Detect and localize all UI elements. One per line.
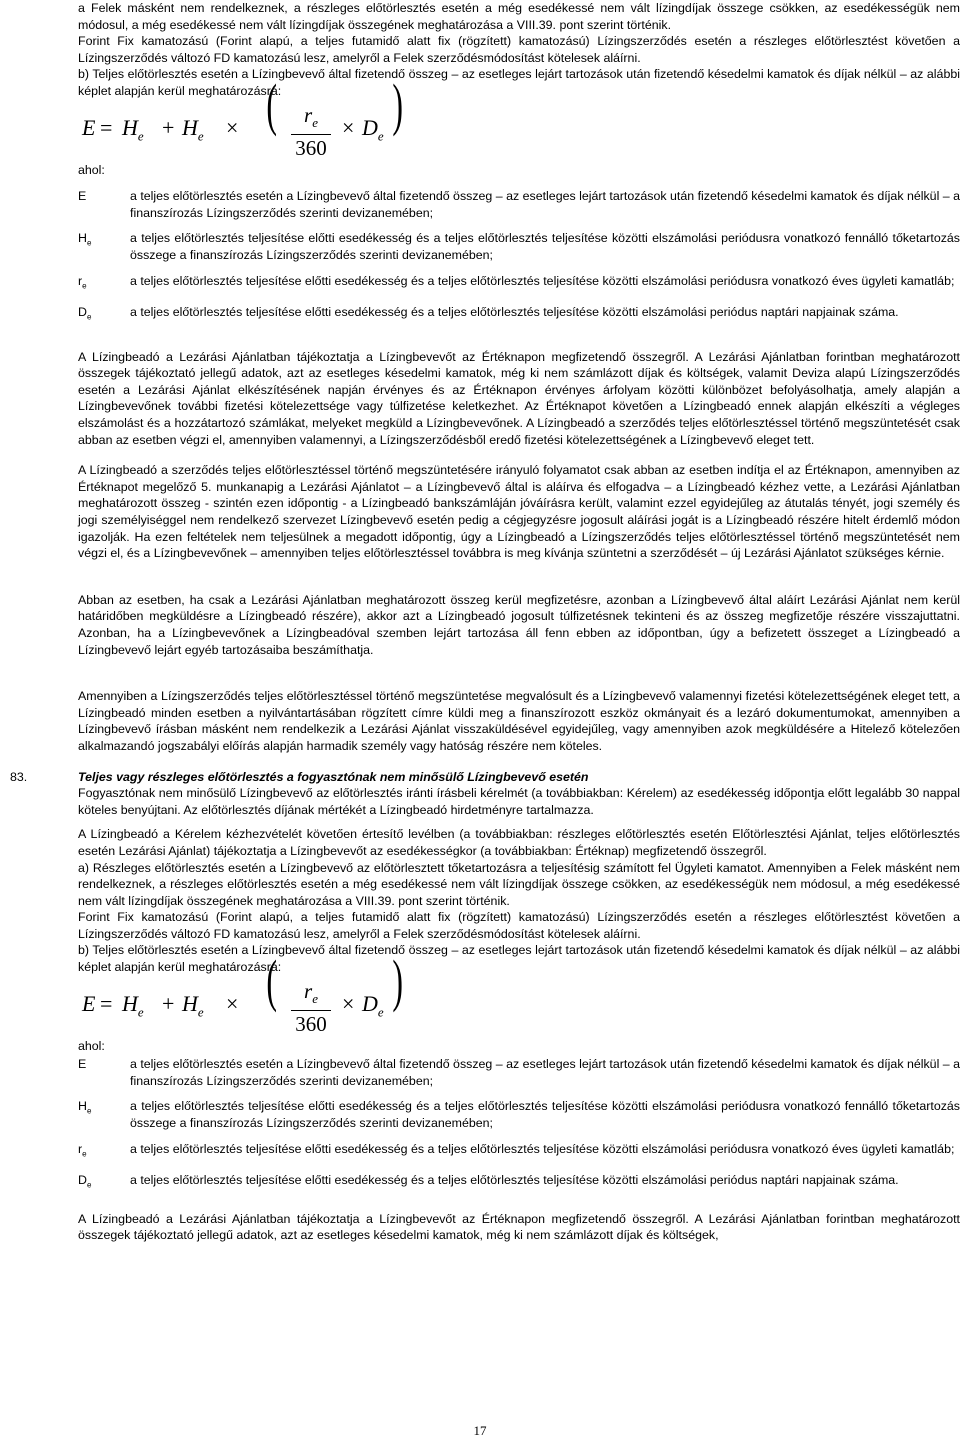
definition-de: $D_e$ a teljes előtörlesztés teljesítése előtti esedékesség és a teljes előtörlesztés teljesítése közötti elszámolási periódus naptári napjainak száma. bbox=[78, 1172, 899, 1190]
paragraph-b: b) Teljes előtörlesztés esetén a Lízingbevevő által fizetendő összeg – az esetleges lejárt tartozások után fizetendő késedelmi kamatok és díjak nélkül – az alábbi képlet alapján kerül meghatározásra: bbox=[78, 67, 960, 98]
formula-times-1: × bbox=[226, 114, 239, 140]
paragraph-lezarasi-ajanlat: A Lízingbeadó a Lezárási Ajánlatban tájékoztatja a Lízingbevevőt az Értéknapon megfizetendő összegről. A Lezárási Ajánlatban forintban meghatározott összegek tájékoztató jellegű adatok, azt az esetleges késedelmi kamatok, még ki nem számlázott díjak és költségek, valamit Deviza alapú Lízingszerződés esetén a Lezárási Ajánlat elkészítésének napján érvényes és az Értéknapon érvényes árfolyam közötti különbözet befolyásolhatja, amely alapján a Lízingbevevőnek további fizetési kötelezettsége vagy túlfizetése keletkezhet. Az Értéknapot követően a Lízingbeadó ennek alapján elkészíti a végleges elszámolást és a hozzátartozó számlákat, melyeket megküld a Lízingbevevőnek. A Lízingbeadó a szerződés teljes előtörlesztéssel történő megszüntetését csak abban az esetben végzi el, amennyiben valamennyi, a Lízingszerződésből eredő fizetési kötelezettségének a Lízingbevevő eleget tett. bbox=[78, 349, 960, 447]
formula-equals: = bbox=[100, 114, 113, 140]
definition-re: $r_e$ a teljes előtörlesztés teljesítése előtti esedékesség és a teljes előtörlesztés teljesítése közötti elszámolási periódusra vonatkozó éves ügyleti kamatláb; bbox=[78, 1141, 955, 1159]
definitions-list bbox=[78, 188, 960, 326]
definition-e: E a teljes előtörlesztés esetén a Lízingbevevő által fizetendő összeg – az esetleges lejárt tartozások után fizetendő késedelmi kamatok és díjak nélkül – a finanszírozás Lízingszerződés szerinti devizanemében; bbox=[78, 189, 960, 220]
formula-right-paren: ) bbox=[392, 947, 403, 1013]
formula-h1: $H_e$ bbox=[122, 990, 144, 1020]
formula-fraction bbox=[291, 980, 331, 1037]
formula-d: $D_e$ bbox=[362, 990, 384, 1020]
formula-times-2: × bbox=[342, 990, 355, 1016]
ahol-label: ahol: bbox=[78, 162, 105, 177]
paragraph-abban-az-esetben: Abban az esetben, ha csak a Lezárási Ajánlatban meghatározott összeg kerül megfizetésre, azonban a Lízingbevevő által aláírt Lezárási Ajánlat nem kerül határidőben megküldésre a Lízingbeadó részére), akkor azt a Lízingbeadó jogosult túlfizetésnek tekinteni és az összeg megfizetője részére visszajuttatni. Azonban, ha a Lízingbevevőnek a Lízingbeadóval szemben lejárt tartozása áll fenn ebben az időpontban, úgy a befizetett összeget a Lízingbeadó a Lízingbevevő lejárt egyéb tartozásaiba beszámíthatja. bbox=[78, 592, 960, 657]
section-83-paragraph-last: A Lízingbeadó a Lezárási Ajánlatban tájékoztatja a Lízingbevevőt az Értéknapon megfizetendő összegről. A Lezárási Ajánlatban forintban meghatározott összegek tájékoztató jellegű adatok, azt az esetleges késedelmi kamatok, még ki nem számlázott díjak és költségek, bbox=[78, 1211, 960, 1243]
paragraph-a-continuation: a Felek másként nem rendelkeznek, a részleges előtörlesztés esetén a még esedékessé nem vált lízingdíjak összege csökken, az esedékességük nem módosul, a még esedékessé nem vált lízingdíjak összegének meghatározása a VIII.39. pont szerint történik. bbox=[78, 1, 960, 32]
formula-equals: = bbox=[100, 990, 113, 1016]
formula-denominator: 360 bbox=[291, 134, 331, 161]
paragraph-forint-fix: Forint Fix kamatozású (Forint alapú, a teljes futamidő alatt fix (rögzített) kamatozású) Lízingszerződés esetén a részleges előtörlesztést követően a Lízingszerződés változó FD kamatozású lesz, amelyről a Felek szerződésmódosítást kötelesek aláírni. bbox=[78, 34, 960, 65]
section-83-paragraph-2: A Lízingbeadó a Kérelem kézhezvételét követően értesítő levélben (a továbbiakban: részleges előtörlesztés esetén Előtörlesztési Ajánlat, teljes előtörlesztés esetén Lezárási Ajánlat) tájékoztatja a Lízingbevevőt az esedékességkor (a továbbiakban: Értéknap) megfizetendő összegről. bbox=[78, 827, 960, 858]
formula-h2: $H_e$ bbox=[182, 114, 204, 143]
formula-plus: + bbox=[162, 114, 175, 140]
paragraph-amennyiben: Amennyiben a Lízingszerződés teljes előtörlesztéssel történő megszüntetése megvalósult és a Lízingbevevő valamennyi fizetési kötelezettségének eleget tett, a Lízingbeadó minden esetben a nyilvántartásában rögzített címre küldi meg a finanszírozott eszköz okmányait és a lezáró dokumentumokat, amennyiben a Lízingbevevő írásban másként nem rendelkezik a Lezárási Ajánlat visszaküldésével egyidejűleg, vagy amennyiben azok megküldésére a Hitelező kötelezően alkalmazandó jogszabályi előírás alapján harmadik személy vagy hatóság részére nem köteles. bbox=[78, 689, 960, 753]
formula-numerator: $r_e$ bbox=[304, 102, 318, 130]
formula-denominator: 360 bbox=[291, 1010, 331, 1037]
definitions-list-2 bbox=[78, 1056, 960, 1194]
formula-h2: $H_e$ bbox=[182, 990, 204, 1020]
formula-plus: + bbox=[162, 990, 175, 1016]
formula-numerator: $r_e$ bbox=[304, 978, 318, 1006]
definition-e: E a teljes előtörlesztés esetén a Lízingbevevő által fizetendő összeg – az esetleges lejárt tartozások után fizetendő késedelmi kamatok és díjak nélkül – a finanszírozás Lízingszerződés szerinti devizanemében; bbox=[78, 1057, 960, 1088]
formula-lhs: E bbox=[82, 990, 96, 1016]
formula-left-paren: ( bbox=[266, 71, 277, 137]
ahol-label-2: ahol: bbox=[78, 1038, 105, 1053]
section-83-paragraph-1: Fogyasztónak nem minősülő Lízingbevevő az előtörlesztés iránti írásbeli kérelmét (a továbbiakban: Kérelem) az esedékesség időpontja előtt legalább 30 nappal köteles benyújtani. Az előtörlesztés díjának mértékét a Lízingbeadó hirdetményre tartalmazza. bbox=[78, 786, 960, 817]
section-83-paragraph-a: a) Részleges előtörlesztés esetén a Lízingbevevő az előtörlesztett tőketartozásra a teljesítésig számított fel Ügyleti kamatot. Amennyiben a Felek másként nem rendelkeznek, a részleges előtörlesztés esetén a még esedékessé nem vált lízingdíjak összege csökken, az esedékességük nem módosul, a még esedékessé nem vált lízingdíjak összegének meghatározása a VIII.39. pont szerint történik. bbox=[78, 860, 960, 908]
section-83-heading bbox=[10, 769, 960, 786]
formula-h1: $H_e$ bbox=[122, 114, 144, 143]
formula-times-1: × bbox=[226, 990, 239, 1016]
definition-he: $H_e$ a teljes előtörlesztés teljesítése előtti esedékesség és a teljes előtörlesztés teljesítése közötti elszámolási periódusra vonatkozó fennálló tőketartozás összege a finanszírozás Lízingszerződés szerinti devizanemében; bbox=[78, 1099, 960, 1131]
definition-he: $H_e$ a teljes előtörlesztés teljesítése előtti esedékesség és a teljes előtörlesztés teljesítése közötti elszámolási periódusra vonatkozó fennálló tőketartozás összege a finanszírozás Lízingszerződés szerinti devizanemében; bbox=[78, 231, 960, 262]
definition-de: $D_e$ a teljes előtörlesztés teljesítése előtti esedékesség és a teljes előtörlesztés teljesítése közötti elszámolási periódus naptári napjainak száma. bbox=[78, 304, 899, 322]
document-page bbox=[10, 0, 960, 1244]
formula-d: $D_e$ bbox=[362, 114, 384, 143]
section-83-paragraph-b: b) Teljes előtörlesztés esetén a Lízingbevevő által fizetendő összeg – az esetleges lejárt tartozások után fizetendő késedelmi kamatok és díjak nélkül – az alábbi képlet alapján kerül meghatározásra: bbox=[78, 943, 960, 975]
page-number: 17 bbox=[473, 1423, 487, 1438]
formula-left-paren: ( bbox=[266, 947, 277, 1013]
formula-fraction bbox=[291, 104, 331, 161]
formula-lhs: E bbox=[82, 114, 96, 140]
formula-times-2: × bbox=[342, 114, 355, 140]
section-83-paragraph-forint-fix: Forint Fix kamatozású (Forint alapú, a teljes futamidő alatt fix (rögzített) kamatozású) Lízingszerződés esetén a részleges előtörlesztést követően a Lízingszerződés változó FD kamatozású lesz, amelyről a Felek szerződésmódosítást kötelesek aláírni. bbox=[78, 910, 960, 941]
section-number: 83. bbox=[10, 769, 28, 784]
formula-right-paren: ) bbox=[392, 71, 403, 137]
definition-re: $r_e$ a teljes előtörlesztés teljesítése előtti esedékesség és a teljes előtörlesztés teljesítése közötti elszámolási periódusra vonatkozó éves ügyleti kamatláb; bbox=[78, 273, 955, 290]
paragraph-megszuntetes: A Lízingbeadó a szerződés teljes előtörlesztéssel történő megszüntetésére irányuló folyamatot csak abban az esetben indítja el az Értéknapon, amennyiben az Értéknapot megelőző 5. munkanapig a Lezárási Ajánlatot – a Lízingbevevő által is aláírva és elfogadva – a Lízingbeadó kézhez vette, a Lezárási Ajánlatban meghatározott összeg - szintén ezen időpontig - a Lízingbeadó bankszámláján jóváírásra került, valamint ezzel egyidejűleg az átutalás tényét, jogi személy és jogi személyiséggel nem rendelkező szervezet Lízingbevevő esetén pedig a cégjegyzésre jogosult aláírási jogát is a Lízingbeadó részére hitelt érdemlő módon igazolják. Ha ezen feltételek nem teljesülnek a megadott időpontig, úgy a Lízingbeadó a Lízingszerződés teljes előtörlesztéssel történő megszüntetését nem végzi el, és a Lízingbevevőnek – amennyiben teljes előtörlesztéssel továbbra is meg kívánja szüntetni a szerződését – új Lezárási Ajánlatot szükséges kérnie. bbox=[78, 463, 960, 561]
section-title: Teljes vagy részleges előtörlesztés a fogyasztónak nem minősülő Lízingbevevő esetén bbox=[78, 769, 589, 784]
